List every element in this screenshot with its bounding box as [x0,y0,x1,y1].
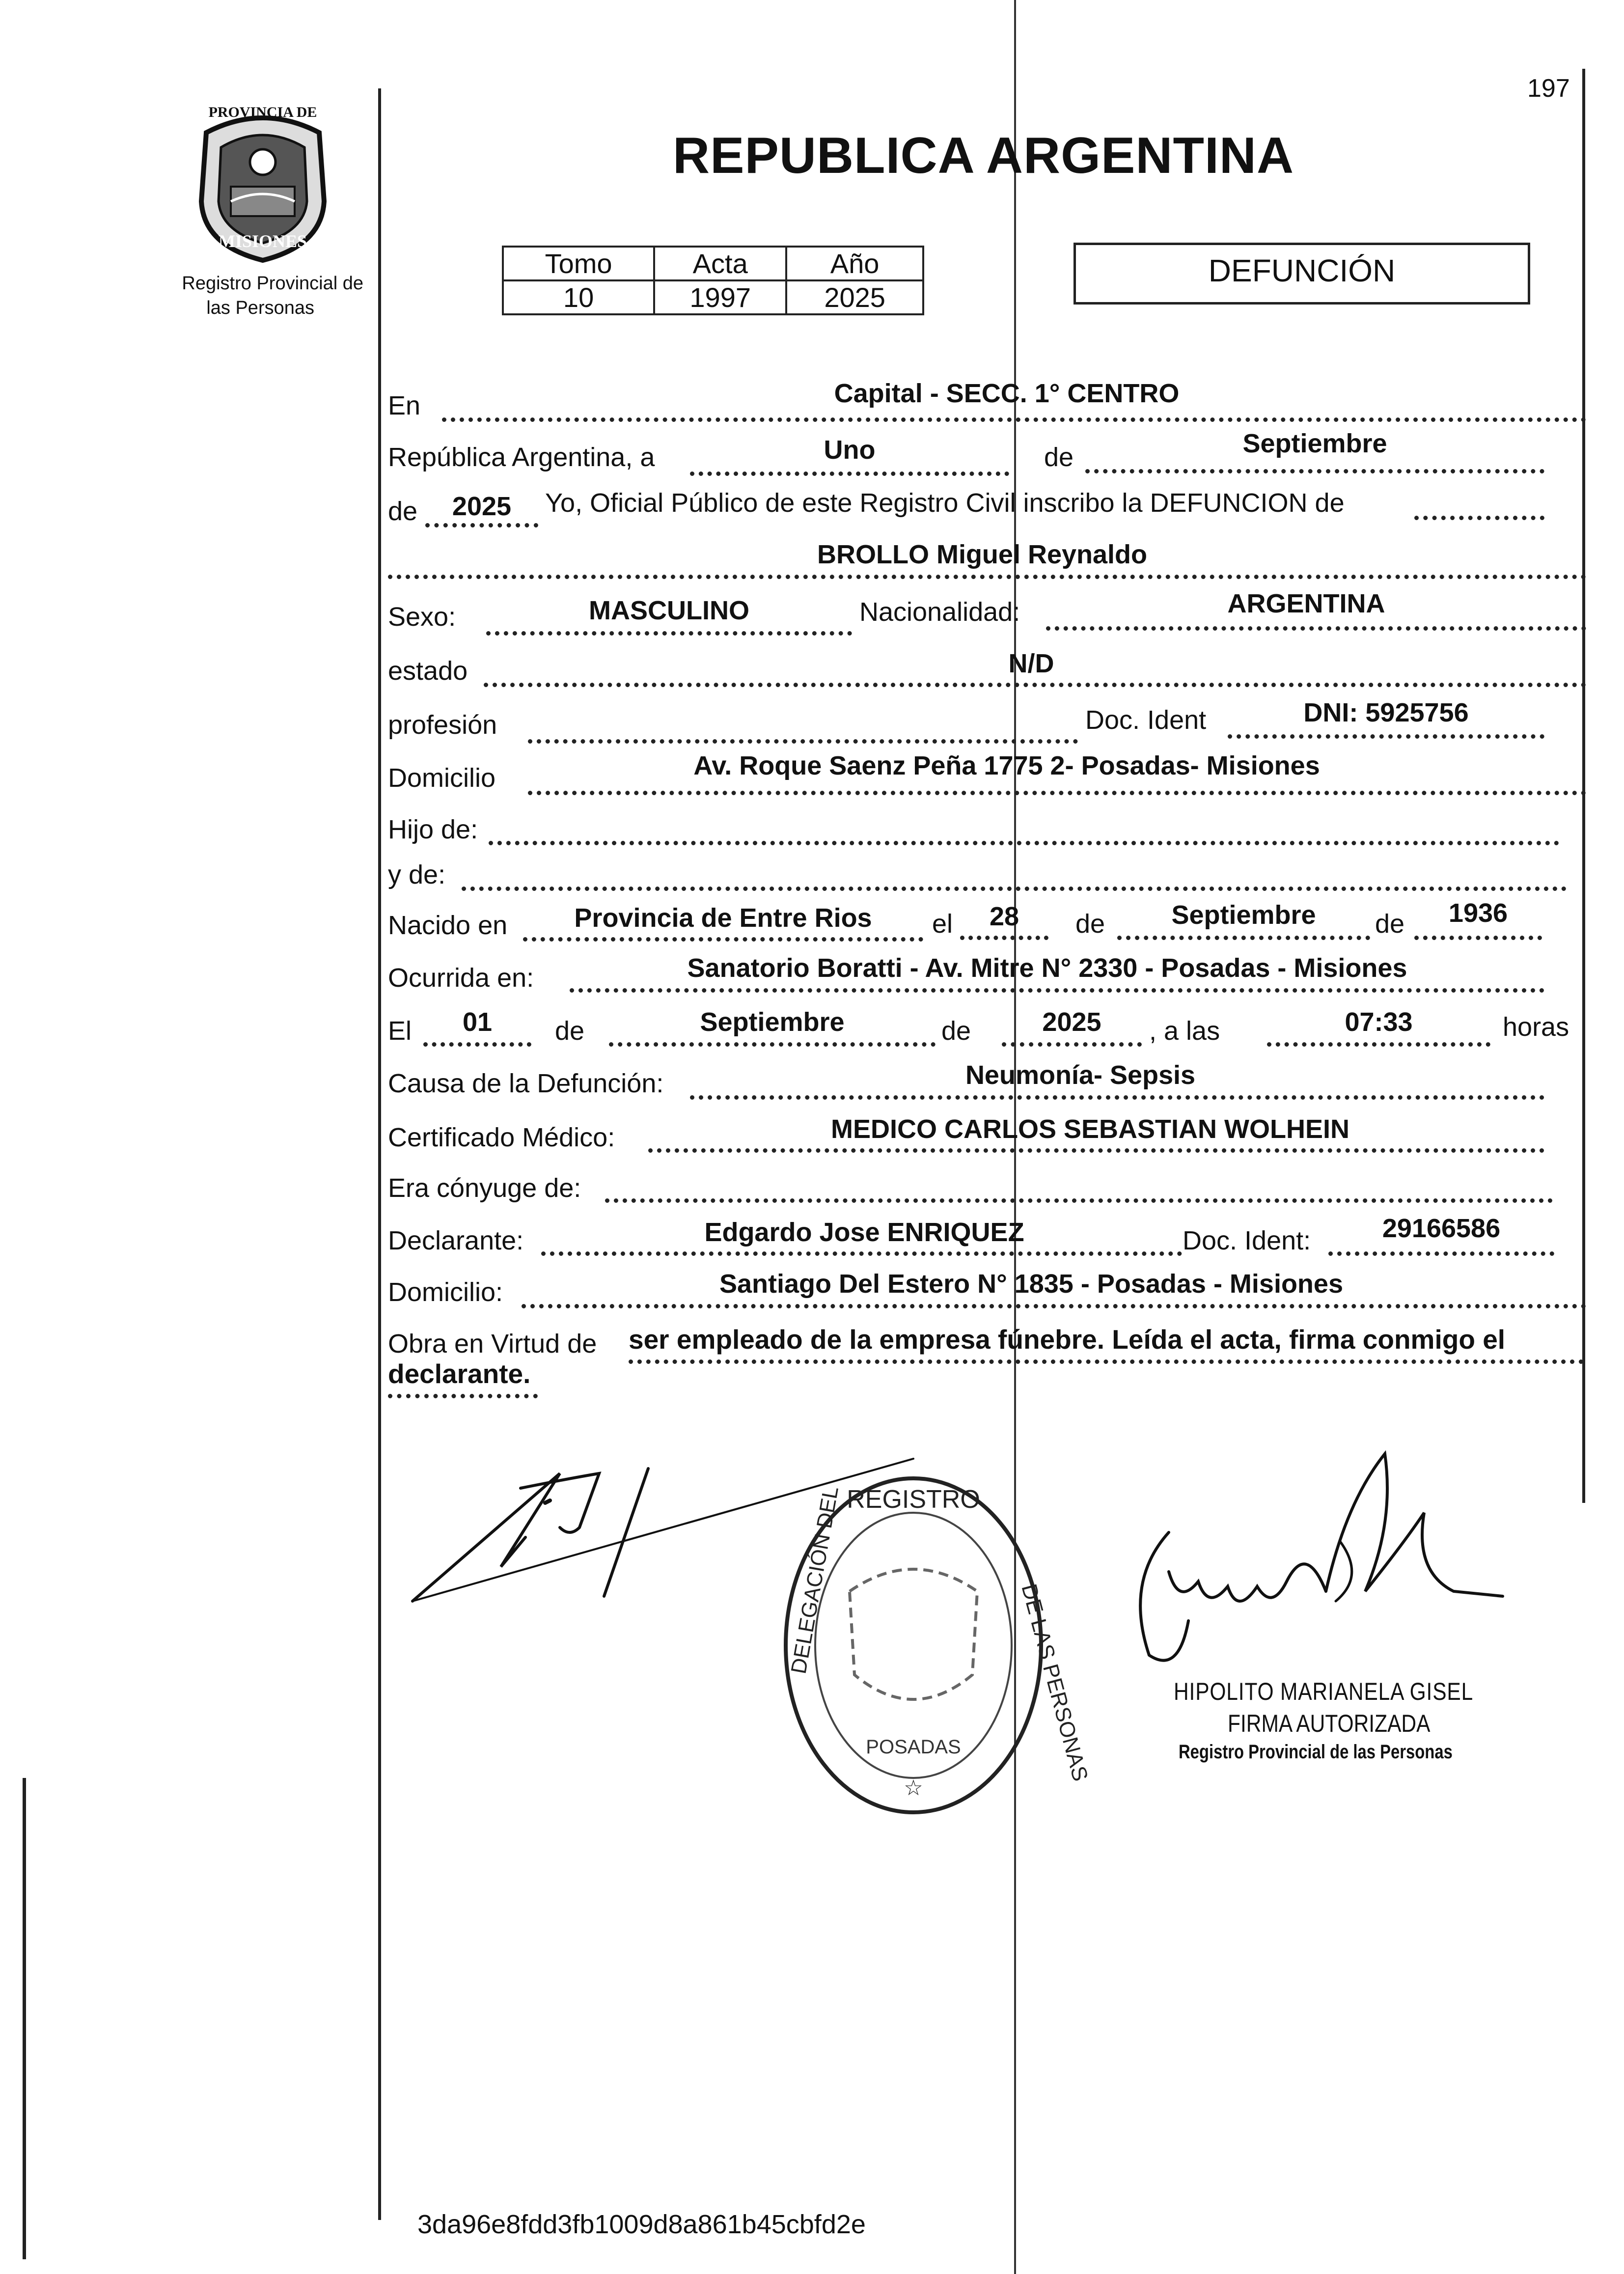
label-hijo-de: Hijo de: [388,815,478,844]
label-de-3: de [1075,909,1105,939]
label-domicilio-2: Domicilio: [388,1277,503,1307]
signatory-role: FIRMA AUTORIZADA [1228,1710,1431,1737]
dots-sexo [486,631,852,636]
label-causa: Causa de la Defunción: [388,1069,664,1098]
value-lugar: Capital - SECC. 1° CENTRO [834,379,1180,408]
value-anio-registro: 2025 [452,492,512,521]
dots-causa [690,1095,1544,1100]
value-sexo: MASCULINO [589,596,749,625]
label-doc-ident-2: Doc. Ident: [1183,1226,1311,1255]
registry-stamp-icon [776,1469,1093,1822]
label-republica: República Argentina, a [388,443,655,472]
page-number: 197 [1527,74,1570,103]
value-nacido-lugar: Provincia de Entre Rios [574,903,872,933]
label-horas: horas [1503,1012,1569,1042]
dots-declarante-domicilio [522,1304,1586,1308]
official-signature [1110,1444,1532,1699]
label-conyuge: Era cónyuge de: [388,1173,581,1203]
label-obra: Obra en Virtud de [388,1329,597,1359]
value-acta: 1997 [654,280,786,314]
registry-line-1: Registro Provincial de [182,273,363,294]
value-declarante: Edgardo Jose ENRIQUEZ [704,1218,1024,1247]
dots-obra-2 [388,1394,538,1398]
label-y-de: y de: [388,860,446,889]
value-nacido-mes: Septiembre [1171,900,1316,930]
value-tomo: 10 [503,280,654,314]
dots-fallec-anio [1002,1042,1142,1047]
value-nacido-dia: 28 [989,902,1019,931]
label-en: En [388,391,421,420]
dots-profesion [528,739,1078,744]
right-border [1582,69,1585,1503]
dots-obra-1 [629,1359,1584,1364]
value-obra-1: ser empleado de la empresa fúnebre. Leída el acta, firma conmigo el [629,1324,1506,1355]
dots-doc [1228,734,1544,739]
page-title: REPUBLICA ARGENTINA [673,127,1294,184]
label-el: el [932,909,953,939]
dots-fallec-dia [423,1042,531,1047]
dots-nacido-dia [960,936,1048,940]
value-nombre: BROLLO Miguel Reynaldo [817,540,1148,569]
label-yo-oficial: Yo, Oficial Público de este Registro Civil inscribo la DEFUNCION de [545,488,1345,518]
dots-nombre [388,575,1586,579]
label-nacionalidad: Nacionalidad: [859,597,1020,627]
label-certificado: Certificado Médico: [388,1123,615,1152]
value-fallec-mes: Septiembre [700,1007,845,1037]
value-obra-2: declarante. [388,1359,531,1389]
doc-type-label: DEFUNCIÓN [1208,253,1396,288]
value-fallec-anio: 2025 [1042,1007,1101,1037]
label-de-2: de [388,497,418,526]
signatory-org: Registro Provincial de las Personas [1179,1741,1453,1763]
seal-bottom-text: MISIONES [218,231,307,251]
value-doc: DNI: 5925756 [1303,698,1469,727]
dots-y-de [462,887,1567,891]
value-estado: N/D [1008,649,1054,678]
header-tomo: Tomo [503,247,654,280]
dots-nacionalidad [1046,626,1586,631]
label-el-cap: El [388,1016,412,1046]
dots-ocurrida [570,988,1544,993]
dots-declarante [541,1251,1182,1256]
value-anio: 2025 [786,280,923,314]
dots-conyuge [605,1198,1553,1203]
dots-dia [690,471,1009,476]
label-domicilio: Domicilio [388,763,496,793]
dots-anio [425,523,538,527]
star-icon: ☆ [904,1775,923,1801]
dots-hijo-de [489,841,1559,845]
stamp-left-text: DELEGACIÓN DEL [786,1484,843,1676]
label-de-1: de [1044,443,1074,472]
header-anio: Año [786,247,923,280]
left-margin-line [378,88,381,2220]
stamp-top-text: REGISTRO [847,1485,980,1514]
dots-domicilio [528,791,1586,795]
value-declarante-doc: 29166586 [1382,1214,1501,1243]
value-declarante-domicilio: Santiago Del Estero N° 1835 - Posadas - Misiones [719,1269,1343,1299]
header-acta: Acta [654,247,786,280]
label-de-6: de [941,1016,971,1046]
value-ocurrida: Sanatorio Boratti - Av. Mitre N° 2330 - Posadas - Misiones [687,953,1407,983]
dots-nacido-lugar [523,937,923,942]
label-de-4: de [1375,909,1405,939]
dots-nacido-anio [1414,936,1542,940]
registry-line-2: las Personas [206,298,314,318]
label-estado: estado [388,656,468,686]
label-nacido-en: Nacido en [388,911,508,940]
stamp-bottom-text: POSADAS [866,1736,961,1758]
value-nacionalidad: ARGENTINA [1227,589,1385,618]
dots-defuncion-de [1414,516,1544,520]
value-nacido-anio: 1936 [1448,898,1508,928]
label-sexo: Sexo: [388,602,456,632]
label-de-5: de [555,1016,585,1046]
label-a-las: , a las [1149,1016,1220,1046]
record-table [502,246,924,315]
dots-mes [1085,469,1544,473]
stamp-right-text: DE LAS PERSONAS [1017,1581,1093,1784]
dots-fallec-mes [609,1042,936,1047]
seal-top-text: PROVINCIA DE [208,104,317,120]
label-doc-ident: Doc. Ident [1085,705,1207,735]
value-domicilio: Av. Roque Saenz Peña 1775 2- Posadas- Misiones [693,751,1320,780]
footer-hash: 3da96e8fdd3fb1009d8a861b45cbfd2e [417,2210,866,2239]
dots-nacido-mes [1117,936,1370,940]
label-declarante: Declarante: [388,1226,524,1255]
signatory-name: HIPOLITO MARIANELA GISEL [1174,1678,1474,1705]
value-hora: 07:33 [1345,1007,1413,1037]
value-certificado: MEDICO CARLOS SEBASTIAN WOLHEIN [830,1114,1349,1144]
value-dia: Uno [824,435,876,465]
dots-en [442,417,1586,422]
value-mes: Septiembre [1242,429,1387,458]
dots-declarante-doc [1328,1251,1554,1256]
dots-estado [484,683,1586,687]
value-fallec-dia: 01 [462,1007,493,1037]
dots-certificado [648,1148,1544,1153]
value-causa: Neumonía- Sepsis [965,1060,1196,1090]
scan-edge-line [23,1778,26,2259]
dots-hora [1267,1042,1490,1047]
label-profesion: profesión [388,710,497,740]
label-ocurrida-en: Ocurrida en: [388,963,534,993]
